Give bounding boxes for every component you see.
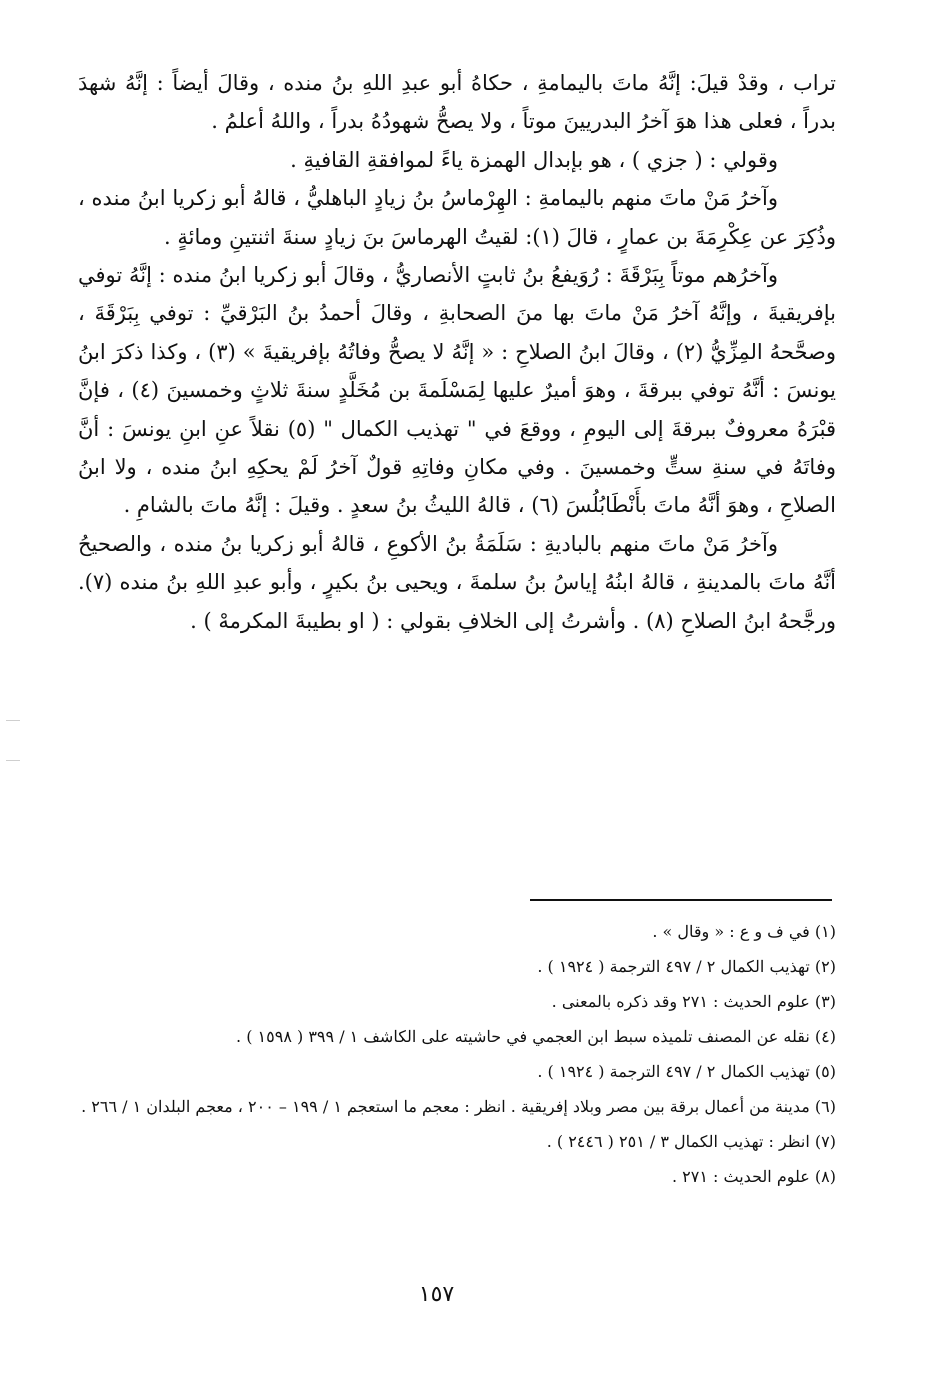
paragraph-1: تراب ، وقدْ قيلَ: إنَّهُ ماتَ باليمامةِ ، حكاهُ أبو عبدِ اللهِ بنُ منده ، وقالَ أيضاً : إنَّهُ شهدَ بدراً ، فعلى هذا هوَ آخرُ البدريينَ موتاً ، ولا يصحُّ شهودُهُ بدراً ، واللهُ أعلمُ .: [78, 71, 836, 134]
paragraph-2: وقولي : ( جزي ) ، هو بإبدال الهمزة ياءً لموافقةِ القافيةِ .: [290, 147, 778, 172]
footnote-5: (٥) تهذيب الكمال ٢ / ٤٩٧ الترجمة ( ١٩٢٤ ) .: [537, 1062, 836, 1081]
footnote-1: (١) في ف و ع : « وقال » .: [652, 922, 836, 941]
main-text: [78, 64, 836, 640]
footnote-separator: [530, 899, 832, 901]
footnote-6: (٦) مدينة من أعمال برقة بين مصر وبلاد إفريقية . انظر : معجم ما استعجم ١ / ١٩٩ – ٢٠٠ ، معجم البلدان ١ / ٢٦٦ .: [81, 1097, 836, 1116]
paragraph-3: وآخرُ مَنْ ماتَ منهم باليمامةِ : الهِرْماسُ بنُ زيادٍ الباهليُّ ، قالهُ أبو زكريا ابنُ منده ، وذُكِرَ عن عِكْرِمَةَ بن عمارٍ ، قالَ (١): لقيتُ الهرماسَ بنَ زيادٍ سنةَ اثنتينِ ومائةٍ .: [78, 186, 836, 249]
paragraph-5: وآخرُ مَنْ ماتَ منهم بالباديةِ : سَلَمَةُ بنُ الأكوعِ ، قالهُ أبو زكريا بنُ منده ، والصحيحُ أنَّهُ ماتَ بالمدينةِ ، قالهُ ابنُهُ إياسُ بنُ سلمةَ ، ويحيى بنُ بكيرٍ ، وأبو عبدِ اللهِ بنُ منده (٧). ورجَّحهُ ابنُ الصلاحِ (٨) . وأشرتُ إلى الخلافِ بقولي : ( او بطيبةَ المكرمهْ ) .: [78, 531, 836, 633]
footnote-2: (٢) تهذيب الكمال ٢ / ٤٩٧ الترجمة ( ١٩٢٤ ) .: [537, 957, 836, 976]
paragraph-4: وآخرُهم موتاً بِبَرْقَةَ : رُوَيفعُ بنُ ثابتٍ الأنصاريُّ ، وقالَ أبو زكريا ابنُ منده : إنَّهُ توفي بإفريقيةَ ، وإنَّهُ آخرُ مَنْ ماتَ بها منَ الصحابةِ ، وقالَ أحمدُ بنُ البَرْقيِّ : توفي بِبَرْقَةَ ، وصحَّحهُ المِزِّيُّ (٢) ، وقالَ ابنُ الصلاحِ : « إنَّهُ لا يصحُّ وفاتُهُ بإفريقيةَ » (٣) ، وكذا ذكرَ ابنُ يونسَ : أنَّهُ توفي ببرقةَ ، وهوَ أميرٌ عليها لِمَسْلَمةَ بن مُخَلَّدٍ سنةَ ثلاثٍ وخمسينَ (٤) ، فإنَّ قبْرَهُ معروفٌ ببرقةَ إلى اليومِ ، ووقعَ في " تهذيب الكمال " (٥) نقلاً عنِ ابنِ يونسَ : أنَّ وفاتَهُ في سنةِ ستٍّ وخمسينَ . وفي مكانِ وفاتِهِ قولٌ آخرُ لَمْ يحكِهِ ابنُ منده ، ولا ابنُ الصلاحِ ، وهوَ أنَّهُ ماتَ بأَنْطَابُلُسَ (٦) ، قالهُ الليثُ بنُ سعدٍ . وقيلَ : إنَّهُ ماتَ بالشامِ .: [78, 263, 836, 518]
scan-edge-mark: [6, 720, 20, 721]
footnote-3: (٣) علوم الحديث : ٢٧١ وقد ذكره بالمعنى .: [551, 992, 836, 1011]
page-number: ١٥٧: [418, 1282, 455, 1307]
footnote-7: (٧) انظر : تهذيب الكمال ٣ / ٢٥١ ( ٢٤٤٦ ) .: [546, 1132, 836, 1151]
footnotes: [78, 914, 836, 1194]
scan-edge-mark: [6, 760, 20, 761]
footnote-4: (٤) نقله عن المصنف تلميذه سبط ابن العجمي في حاشيته على الكاشف ١ / ٣٩٩ ( ١٥٩٨ ) .: [236, 1027, 836, 1046]
footnote-8: (٨) علوم الحديث : ٢٧١ .: [672, 1167, 836, 1186]
